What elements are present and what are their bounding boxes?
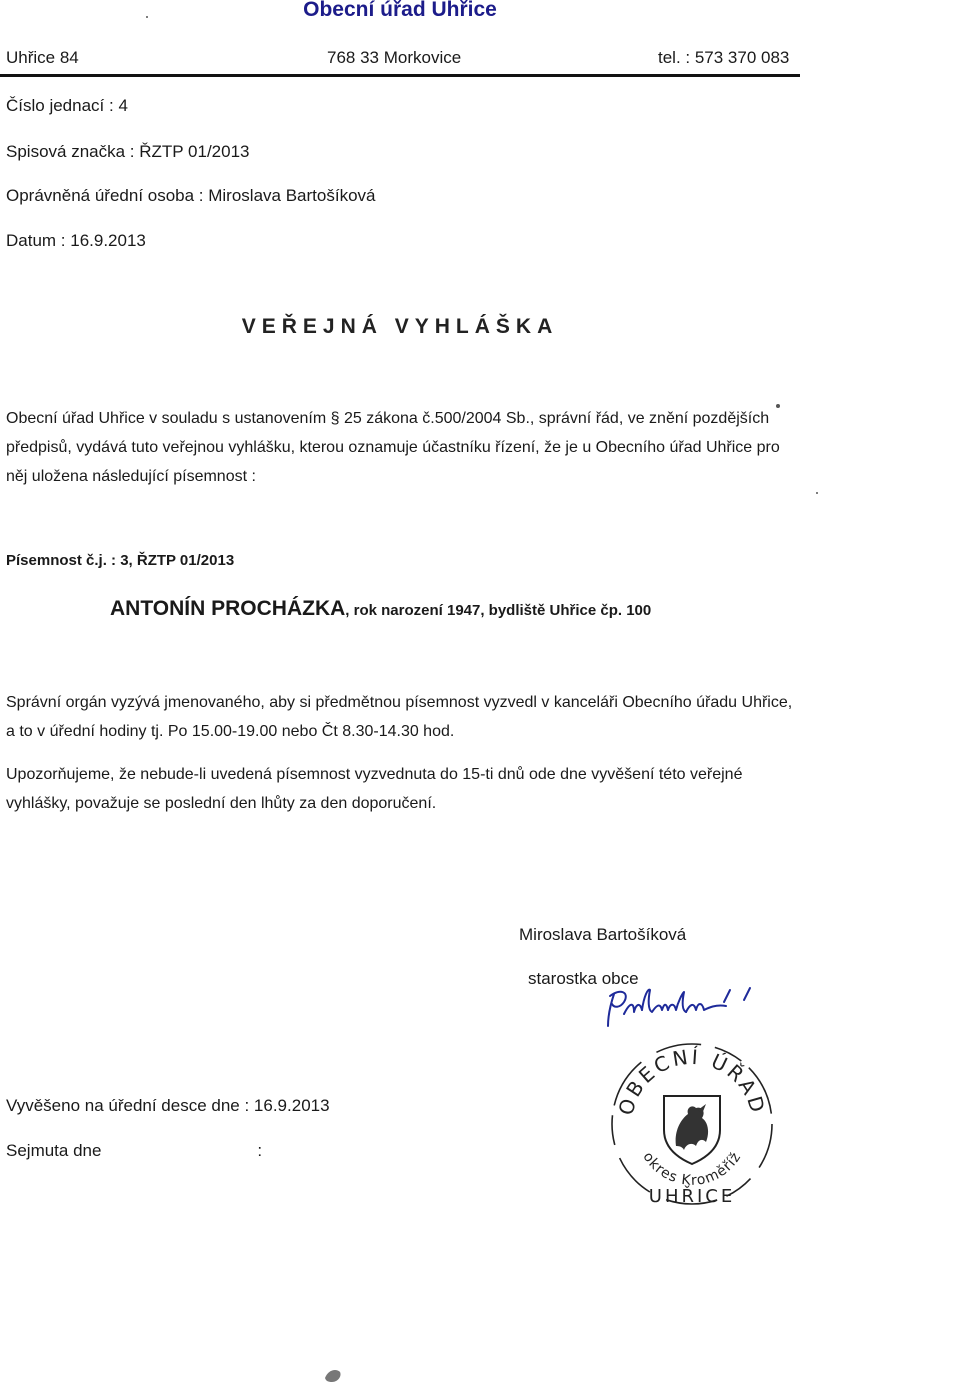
posted-date: Vyvěšeno na úřední desce dne : 16.9.2013: [6, 1096, 330, 1115]
reference-number: Číslo jednací : 4: [6, 96, 128, 115]
summons-paragraph: Správní orgán vyzývá jmenovaného, aby si předmětnou písemnost vyzvedl v kanceláři Obecního úřadu Uhřice, a to v úřední hodiny tj. Po 15.00-19.00 nebo Čt 8.30-14.30 hod.: [6, 694, 793, 740]
scan-speck: [816, 492, 818, 494]
header-divider: [0, 74, 800, 77]
official-seal: [602, 1034, 782, 1214]
handwritten-signature: [590, 980, 770, 1030]
office-postal: 768 33 Morkovice: [327, 48, 462, 67]
seal-text-top: OBECNÍ ÚŘAD: [613, 1044, 771, 1118]
document-reference: Písemnost č.j. : 3, ŘZTP 01/2013: [6, 552, 235, 569]
office-phone: tel. : 573 370 083: [658, 48, 790, 67]
document-date: Datum : 16.9.2013: [6, 231, 146, 250]
office-title: Obecní úřad Uhřice: [303, 0, 497, 21]
scan-speck: [146, 16, 148, 18]
scan-speck: [776, 404, 780, 408]
coat-of-arms-icon: [664, 1096, 720, 1164]
recipient-details: , rok narození 1947, bydliště Uhřice čp. 100: [345, 602, 652, 619]
seal-text-bottom: UHŘICE: [648, 1186, 736, 1207]
authorized-official: Oprávněná úřední osoba : Miroslava Bartošíková: [6, 186, 376, 205]
seal-text-mid: okres Kroměříž: [639, 1149, 745, 1189]
intro-paragraph: Obecní úřad Uhřice v souladu s ustanovením § 25 zákona č.500/2004 Sb., správní řád, ve znění pozdějších předpisů, vydává tuto veřejnou vyhlášku, kterou oznamuje účastníku řízení, že je u Obecního úřad Uhřice pro něj uložena následující písemnost :: [6, 410, 780, 485]
office-address: Uhřice 84: [6, 48, 79, 67]
recipient-line: [110, 597, 651, 621]
document-heading: VEŘEJNÁ VYHLÁŠKA: [241, 315, 559, 338]
signer-role: starostka obce: [528, 969, 639, 988]
signer-name: Miroslava Bartošíková: [519, 925, 687, 944]
svg-text:okres Kroměříž: [639, 1149, 744, 1189]
removed-date: Sejmuta dne :: [6, 1141, 263, 1160]
file-mark: Spisová značka : ŘZTP 01/2013: [6, 142, 250, 161]
recipient-name: ANTONÍN PROCHÁZKA: [110, 597, 346, 620]
scan-smudge: [322, 1366, 344, 1386]
warning-paragraph: Upozorňujeme, že nebude-li uvedená písemnost vyzvednuta do 15-ti dnů ode dne vyvěšení této veřejné vyhlášky, považuje se poslední den lhůty za den doporučení.: [6, 766, 743, 812]
